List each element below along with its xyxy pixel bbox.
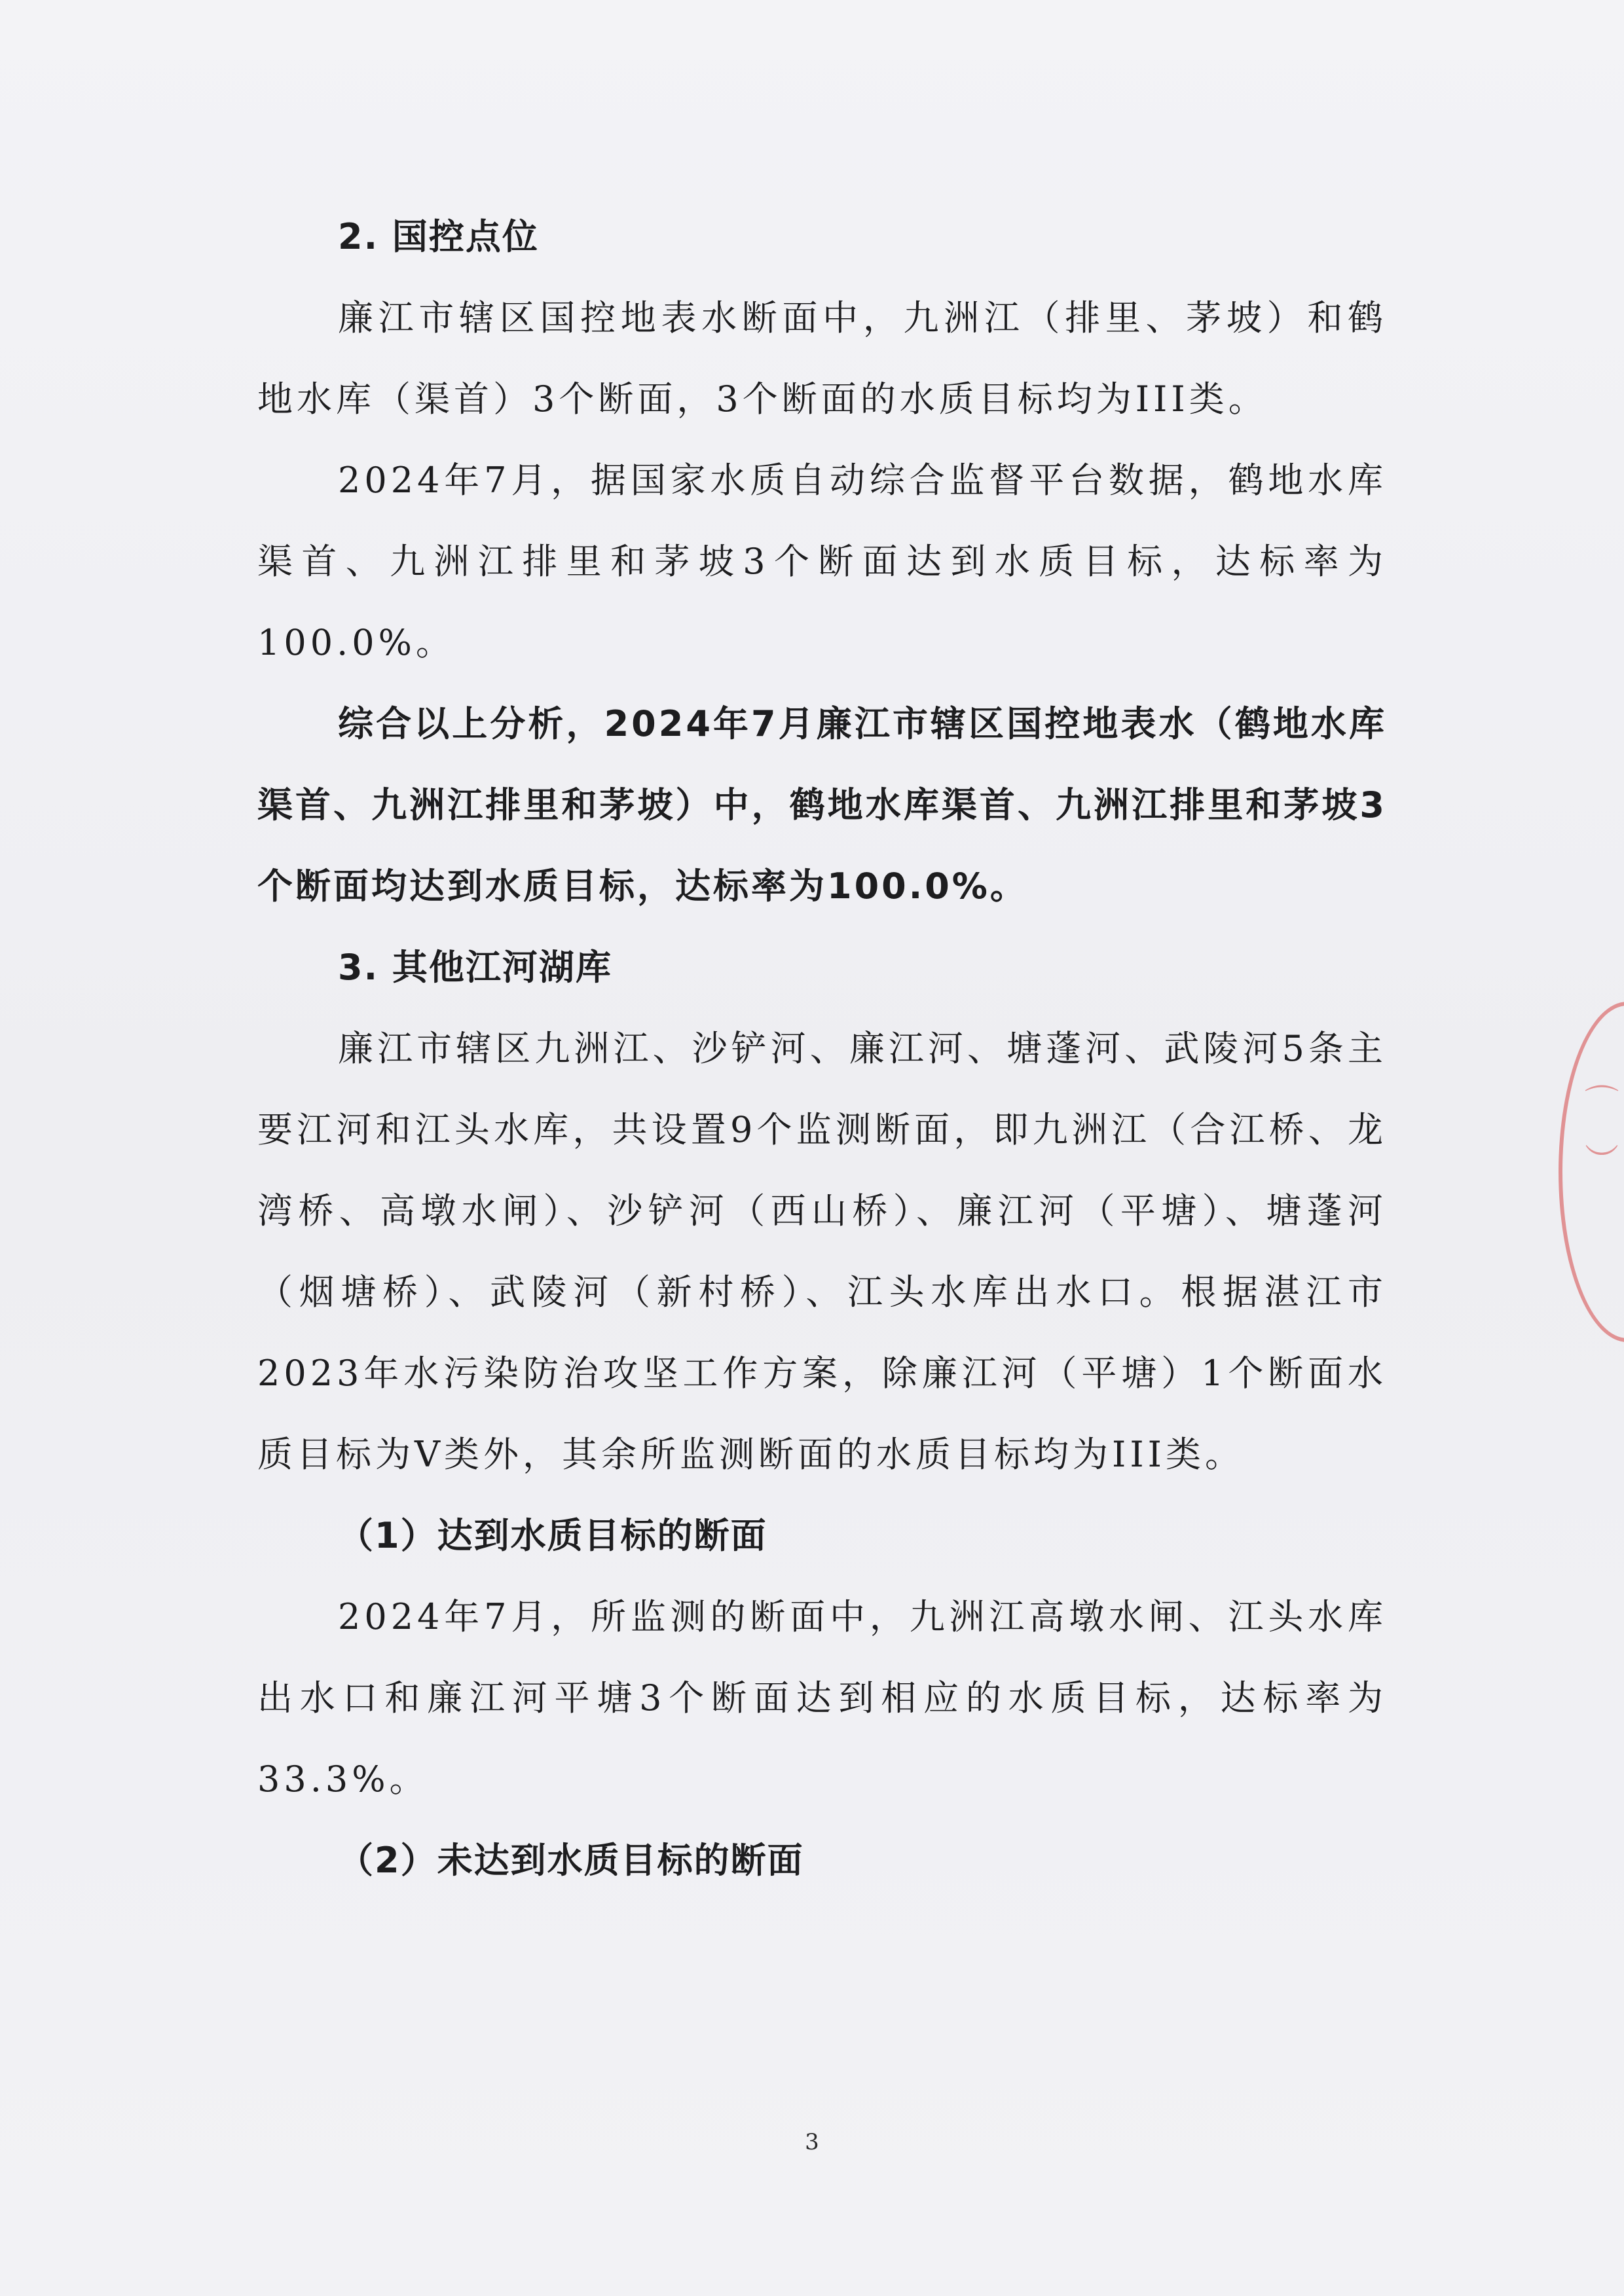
paragraph-national-summary: 综合以上分析，2024年7月廉江市辖区国控地表水（鹤地水库渠首、九洲江排里和茅坡）中，鹤地水库渠首、九洲江排里和茅坡3个断面均达到水质目标，达标率为100.0%。 xyxy=(257,703,1387,907)
section-heading-other-rivers: 3. 其他江河湖库 xyxy=(338,947,612,988)
paragraph-meeting-target-result: 2024年7月，所监测的断面中，九洲江高墩水闸、江头水库出水口和廉江河平塘3个断面达到相应的水质目标，达标率为33.3%。 xyxy=(257,1596,1387,1800)
document-body xyxy=(257,196,1387,1901)
red-seal-mark: ⌒ ︶ xyxy=(1585,1084,1619,1182)
paragraph-other-rivers-sections: 廉江市辖区九洲江、沙铲河、廉江河、塘蓬河、武陵河5条主要江河和江头水库，共设置9个监测断面，即九洲江（合江桥、龙湾桥、高墩水闸）、沙铲河（西山桥）、廉江河（平塘）、塘蓬河（烟塘桥）、武陵河（新村桥）、江头水库出水口。根据湛江市2023年水污染防治攻坚工作方案，除廉江河（平塘）1个断面水质目标为V类外，其余所监测断面的水质目标均为III类。 xyxy=(257,1028,1387,1475)
section-heading-national-sites: 2. 国控点位 xyxy=(338,216,539,257)
paragraph-national-july-result: 2024年7月，据国家水质自动综合监督平台数据，鹤地水库渠首、九洲江排里和茅坡3个断面达到水质目标，达标率为100.0%。 xyxy=(257,460,1387,663)
paragraph-national-sections: 廉江市辖区国控地表水断面中，九洲江（排里、茅坡）和鹤地水库（渠首）3个断面，3个断面的水质目标均为III类。 xyxy=(257,297,1387,420)
subheading-not-meeting-target: （2）未达到水质目标的断面 xyxy=(338,1840,804,1881)
page-number: 3 xyxy=(805,2129,819,2155)
subheading-meeting-target: （1）达到水质目标的断面 xyxy=(338,1515,767,1556)
